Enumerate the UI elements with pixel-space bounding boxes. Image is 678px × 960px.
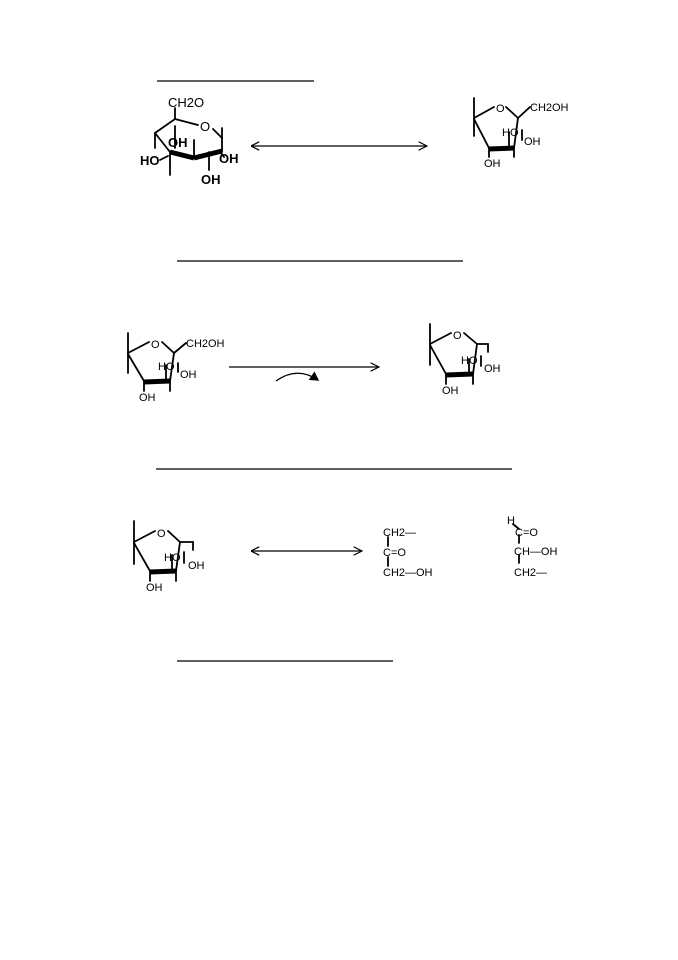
label-furanose1-oh-right: OH — [524, 136, 541, 148]
label-aldehyde-choh: CH—OH — [514, 546, 558, 558]
label-furanose4-ho: HO — [164, 552, 181, 564]
label-furanose1-ch2oh: CH2OH — [530, 102, 569, 114]
label-oh-top: OH — [168, 135, 188, 150]
label-furanose2-ch2oh: CH2OH — [186, 338, 225, 350]
label-furanose4-oh-bottom: OH — [146, 582, 163, 594]
label-ring-o: O — [200, 119, 211, 134]
label-ch2o: CH2O — [168, 95, 205, 110]
label-furanose3-oh-right: OH — [484, 363, 501, 375]
label-furanose1-ho: HO — [502, 127, 519, 139]
pyranose-structure — [155, 108, 224, 175]
label-aldehyde-h: H — [507, 515, 515, 527]
label-furanose3-oh-bottom: OH — [442, 385, 459, 397]
label-furanose2-oh-right: OH — [180, 369, 197, 381]
label-aldehyde-ch2: CH2— — [514, 567, 548, 579]
label-oh-bottom: OH — [201, 172, 221, 187]
label-furanose2-ho: HO — [158, 361, 175, 373]
label-ho-left: HO — [140, 153, 160, 168]
label-furanose1-oh-bottom: OH — [484, 158, 501, 170]
label-furanose3-ho: HO — [461, 355, 478, 367]
curved-arrow — [276, 373, 318, 381]
label-furanose3-o: O — [453, 330, 462, 342]
label-furanose1-o: O — [496, 103, 505, 115]
label-furanose4-o: O — [157, 528, 166, 540]
label-aldehyde-co: C=O — [515, 527, 538, 539]
label-ketone-co: C=O — [383, 547, 406, 559]
label-furanose2-oh-bottom: OH — [139, 392, 156, 404]
label-ketone-ch2oh: CH2—OH — [383, 567, 433, 579]
label-oh-right: OH — [219, 151, 239, 166]
label-furanose4-oh-right: OH — [188, 560, 205, 572]
label-furanose2-o: O — [151, 339, 160, 351]
label-ketone-ch2: CH2— — [383, 527, 417, 539]
